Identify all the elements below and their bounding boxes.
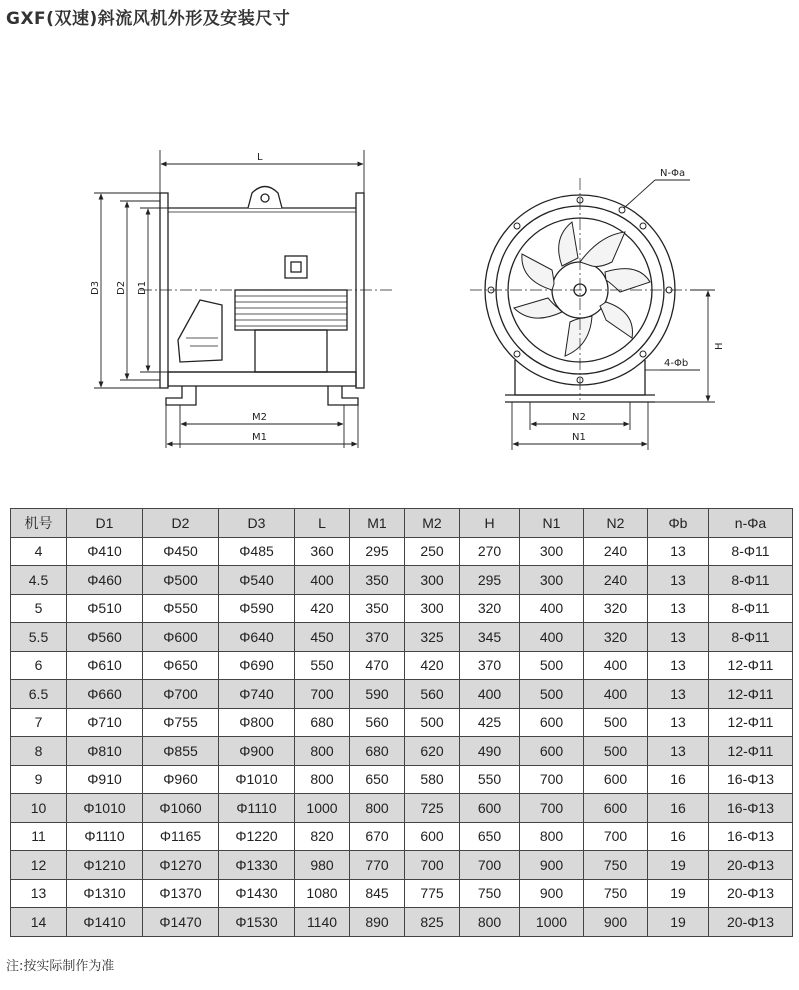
table-cell: Φ450 — [143, 537, 219, 566]
table-cell: 7 — [11, 708, 67, 737]
table-cell: 400 — [295, 566, 350, 595]
table-cell: 700 — [295, 680, 350, 709]
column-header: M1 — [350, 509, 405, 538]
table-cell: 270 — [460, 537, 520, 566]
table-cell: 13 — [648, 537, 709, 566]
table-cell: 9 — [11, 765, 67, 794]
table-cell: 420 — [405, 651, 460, 680]
table-row — [11, 822, 793, 851]
column-header: N2 — [584, 509, 648, 538]
table-cell: Φ810 — [67, 737, 143, 766]
table-cell: 13 — [648, 566, 709, 595]
table-cell: 10 — [11, 794, 67, 823]
table-cell: Φ460 — [67, 566, 143, 595]
table-cell: 12 — [11, 851, 67, 880]
table-cell: 345 — [460, 623, 520, 652]
table-cell: 12-Φ11 — [709, 651, 793, 680]
table-cell: 750 — [584, 879, 648, 908]
table-cell: Φ610 — [67, 651, 143, 680]
table-cell: 800 — [350, 794, 405, 823]
table-cell: 16 — [648, 794, 709, 823]
table-cell: 8-Φ11 — [709, 566, 793, 595]
table-cell: 650 — [460, 822, 520, 851]
table-cell: 13 — [11, 879, 67, 908]
table-row — [11, 737, 793, 766]
table-cell: Φ740 — [219, 680, 295, 709]
table-cell: 16-Φ13 — [709, 822, 793, 851]
table-cell: 470 — [350, 651, 405, 680]
table-cell: 8-Φ11 — [709, 537, 793, 566]
table-cell: Φ540 — [219, 566, 295, 595]
table-cell: Φ900 — [219, 737, 295, 766]
table-cell: 670 — [350, 822, 405, 851]
table-cell: Φ855 — [143, 737, 219, 766]
table-cell: 400 — [584, 680, 648, 709]
table-header-row — [11, 509, 793, 538]
table-cell: 20-Φ13 — [709, 851, 793, 880]
table-cell: Φ485 — [219, 537, 295, 566]
table-cell: 825 — [405, 908, 460, 937]
table-cell: 16 — [648, 822, 709, 851]
table-cell: 500 — [584, 708, 648, 737]
table-cell: 1000 — [295, 794, 350, 823]
table-cell: Φ1310 — [67, 879, 143, 908]
table-cell: 6.5 — [11, 680, 67, 709]
label-N2: N2 — [572, 412, 586, 423]
label-4-phi-b: 4-Φb — [664, 358, 689, 369]
table-cell: Φ910 — [67, 765, 143, 794]
table-cell: 13 — [648, 623, 709, 652]
table-cell: 400 — [520, 623, 584, 652]
table-cell: Φ800 — [219, 708, 295, 737]
table-cell: 13 — [648, 594, 709, 623]
table-cell: 500 — [520, 680, 584, 709]
table-cell: 1140 — [295, 908, 350, 937]
table-cell: 325 — [405, 623, 460, 652]
table-cell: 13 — [648, 651, 709, 680]
table-cell: 12-Φ11 — [709, 737, 793, 766]
table-cell: 600 — [584, 794, 648, 823]
table-cell: 450 — [295, 623, 350, 652]
table-cell: 300 — [405, 566, 460, 595]
table-cell: Φ650 — [143, 651, 219, 680]
table-row — [11, 765, 793, 794]
table-cell: Φ1110 — [67, 822, 143, 851]
table-cell: 300 — [520, 566, 584, 595]
table-cell: 360 — [295, 537, 350, 566]
front-view — [470, 178, 690, 402]
table-cell: 725 — [405, 794, 460, 823]
table-cell: 500 — [520, 651, 584, 680]
table-cell: Φ600 — [143, 623, 219, 652]
table-cell: Φ755 — [143, 708, 219, 737]
table-cell: 600 — [584, 765, 648, 794]
table-cell: 560 — [405, 680, 460, 709]
table-cell: Φ1470 — [143, 908, 219, 937]
table-cell: 8-Φ11 — [709, 623, 793, 652]
table-row — [11, 794, 793, 823]
table-cell: 240 — [584, 537, 648, 566]
table-cell: 370 — [460, 651, 520, 680]
table-cell: 12-Φ11 — [709, 680, 793, 709]
table-cell: 800 — [520, 822, 584, 851]
table-cell: 590 — [350, 680, 405, 709]
column-header: M2 — [405, 509, 460, 538]
table-cell: 5.5 — [11, 623, 67, 652]
table-cell: 550 — [295, 651, 350, 680]
table-cell: 700 — [520, 765, 584, 794]
table-cell: 400 — [460, 680, 520, 709]
table-row — [11, 537, 793, 566]
table-cell: 20-Φ13 — [709, 879, 793, 908]
table-row — [11, 851, 793, 880]
label-L: L — [257, 152, 263, 163]
table-cell: 800 — [460, 908, 520, 937]
label-M2: M2 — [252, 412, 267, 423]
table-cell: 350 — [350, 566, 405, 595]
column-header: D1 — [67, 509, 143, 538]
table-cell: Φ1165 — [143, 822, 219, 851]
column-header: Φb — [648, 509, 709, 538]
table-cell: 19 — [648, 908, 709, 937]
table-cell: Φ700 — [143, 680, 219, 709]
table-cell: Φ660 — [67, 680, 143, 709]
table-cell: 700 — [460, 851, 520, 880]
table-cell: 240 — [584, 566, 648, 595]
table-row — [11, 566, 793, 595]
table-cell: Φ1010 — [219, 765, 295, 794]
table-cell: 320 — [584, 594, 648, 623]
label-D3: D3 — [90, 280, 101, 295]
table-cell: 4.5 — [11, 566, 67, 595]
table-cell: Φ1110 — [219, 794, 295, 823]
table-cell: 16-Φ13 — [709, 765, 793, 794]
table-cell: Φ710 — [67, 708, 143, 737]
table-cell: 680 — [295, 708, 350, 737]
side-view — [140, 187, 395, 406]
table-row — [11, 879, 793, 908]
column-header: L — [295, 509, 350, 538]
table-cell: Φ500 — [143, 566, 219, 595]
table-cell: Φ1430 — [219, 879, 295, 908]
table-cell: 6 — [11, 651, 67, 680]
fan-dimension-drawing — [0, 130, 799, 460]
table-cell: 900 — [520, 851, 584, 880]
table-cell: Φ1060 — [143, 794, 219, 823]
label-n-phi-a: N-Φa — [660, 168, 686, 179]
label-D2: D2 — [116, 280, 127, 295]
table-cell: 820 — [295, 822, 350, 851]
table-cell: 350 — [350, 594, 405, 623]
label-D1: D1 — [137, 280, 148, 295]
table-cell: Φ590 — [219, 594, 295, 623]
table-cell: 8 — [11, 737, 67, 766]
table-cell: 500 — [405, 708, 460, 737]
table-cell: 400 — [584, 651, 648, 680]
table-cell: Φ1210 — [67, 851, 143, 880]
table-row — [11, 594, 793, 623]
table-cell: 980 — [295, 851, 350, 880]
dimension-table — [10, 508, 793, 937]
table-cell: 600 — [460, 794, 520, 823]
table-cell: 890 — [350, 908, 405, 937]
table-cell: 600 — [405, 822, 460, 851]
footnote: 注:按实际制作为准 — [6, 959, 115, 974]
page-title: GXF(双速)斜流风机外形及安装尺寸 — [6, 9, 291, 29]
table-cell: 700 — [584, 822, 648, 851]
table-cell: 700 — [405, 851, 460, 880]
table-row — [11, 908, 793, 937]
table-cell: 320 — [584, 623, 648, 652]
table-cell: Φ1010 — [67, 794, 143, 823]
table-cell: Φ1530 — [219, 908, 295, 937]
table-cell: 900 — [584, 908, 648, 937]
table-row — [11, 680, 793, 709]
table-cell: 650 — [350, 765, 405, 794]
table-cell: 775 — [405, 879, 460, 908]
table-cell: 300 — [405, 594, 460, 623]
table-cell: 750 — [460, 879, 520, 908]
table-cell: 13 — [648, 680, 709, 709]
table-cell: 600 — [520, 737, 584, 766]
table-cell: 680 — [350, 737, 405, 766]
table-cell: Φ690 — [219, 651, 295, 680]
table-cell: 4 — [11, 537, 67, 566]
table-cell: 770 — [350, 851, 405, 880]
column-header: 机号 — [11, 509, 67, 538]
table-cell: 19 — [648, 851, 709, 880]
table-cell: Φ550 — [143, 594, 219, 623]
table-cell: 620 — [405, 737, 460, 766]
table-cell: 750 — [584, 851, 648, 880]
table-row — [11, 651, 793, 680]
table-cell: Φ410 — [67, 537, 143, 566]
table-cell: Φ960 — [143, 765, 219, 794]
table-cell: Φ1370 — [143, 879, 219, 908]
table-cell: 700 — [520, 794, 584, 823]
table-cell: Φ1220 — [219, 822, 295, 851]
table-cell: 13 — [648, 737, 709, 766]
table-cell: 16 — [648, 765, 709, 794]
table-cell: 800 — [295, 737, 350, 766]
table-cell: 320 — [460, 594, 520, 623]
label-H: H — [714, 342, 725, 350]
table-cell: 500 — [584, 737, 648, 766]
table-cell: 295 — [350, 537, 405, 566]
table-cell: 900 — [520, 879, 584, 908]
table-cell: Φ1410 — [67, 908, 143, 937]
table-cell: 1000 — [520, 908, 584, 937]
table-cell: 400 — [520, 594, 584, 623]
table-cell: 800 — [295, 765, 350, 794]
table-cell: 12-Φ11 — [709, 708, 793, 737]
table-cell: 250 — [405, 537, 460, 566]
table-cell: 295 — [460, 566, 520, 595]
table-cell: Φ510 — [67, 594, 143, 623]
label-N1: N1 — [572, 432, 586, 443]
column-header: H — [460, 509, 520, 538]
table-cell: 425 — [460, 708, 520, 737]
table-cell: 13 — [648, 708, 709, 737]
table-cell: 845 — [350, 879, 405, 908]
table-cell: 1080 — [295, 879, 350, 908]
table-cell: Φ1270 — [143, 851, 219, 880]
table-cell: 11 — [11, 822, 67, 851]
column-header: N1 — [520, 509, 584, 538]
column-header: n-Φa — [709, 509, 793, 538]
table-cell: 14 — [11, 908, 67, 937]
table-cell: 300 — [520, 537, 584, 566]
table-cell: Φ640 — [219, 623, 295, 652]
table-cell: 20-Φ13 — [709, 908, 793, 937]
table-cell: 490 — [460, 737, 520, 766]
table-cell: Φ560 — [67, 623, 143, 652]
table-cell: Φ1330 — [219, 851, 295, 880]
column-header: D2 — [143, 509, 219, 538]
table-row — [11, 708, 793, 737]
table-cell: 8-Φ11 — [709, 594, 793, 623]
table-body — [11, 537, 793, 936]
table-cell: 560 — [350, 708, 405, 737]
label-M1: M1 — [252, 432, 267, 443]
table-cell: 16-Φ13 — [709, 794, 793, 823]
table-cell: 600 — [520, 708, 584, 737]
table-cell: 550 — [460, 765, 520, 794]
table-cell: 580 — [405, 765, 460, 794]
table-row — [11, 623, 793, 652]
column-header: D3 — [219, 509, 295, 538]
table-cell: 19 — [648, 879, 709, 908]
table-cell: 420 — [295, 594, 350, 623]
table-cell: 5 — [11, 594, 67, 623]
table-cell: 370 — [350, 623, 405, 652]
